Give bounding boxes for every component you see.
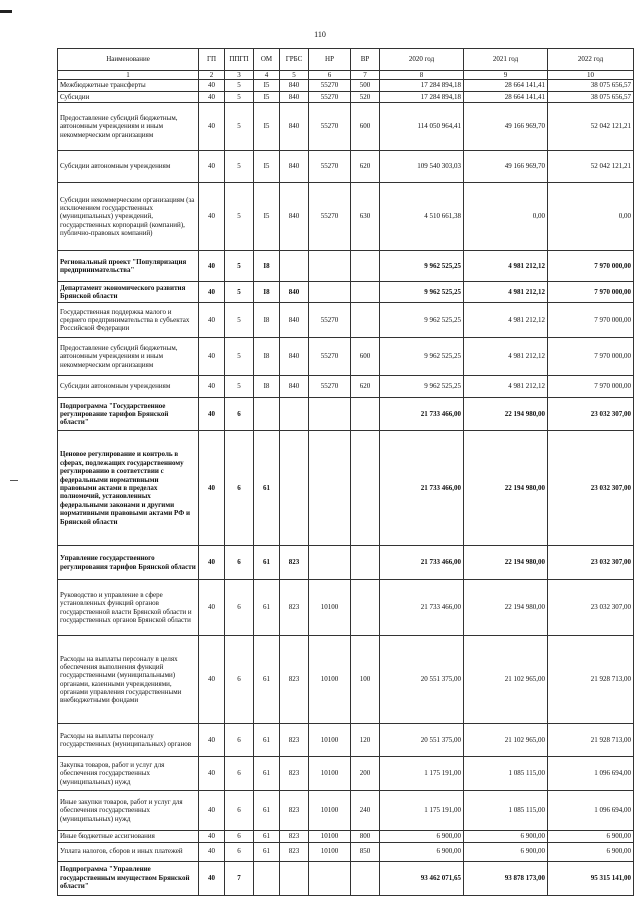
column-index-cell: 1 [58, 71, 199, 80]
amount-2022-cell: 7 970 000,00 [548, 338, 634, 376]
grbs-cell: 840 [280, 151, 309, 183]
ppgp-cell: 6 [225, 580, 254, 636]
amount-2021-cell: 6 900,00 [464, 831, 548, 842]
amount-2021-cell: 22 194 980,00 [464, 398, 548, 431]
column-index-cell: 2 [199, 71, 225, 80]
amount-2022-cell: 7 970 000,00 [548, 251, 634, 282]
column-index-cell: 8 [380, 71, 464, 80]
row-name-cell: Региональный проект "Популяризация предпринимательства" [58, 251, 199, 282]
amount-2020-cell: 20 551 375,00 [380, 636, 464, 724]
table-row [58, 842, 634, 861]
gp-cell: 40 [199, 282, 225, 303]
amount-2021-cell: 6 900,00 [464, 842, 548, 861]
amount-2021-cell: 49 166 969,70 [464, 103, 548, 151]
table-body [58, 71, 634, 896]
nr-cell [309, 282, 351, 303]
amount-2021-cell: 21 102 965,00 [464, 724, 548, 757]
table-row [58, 80, 634, 91]
om-cell: 61 [254, 724, 280, 757]
ppgp-cell: 5 [225, 251, 254, 282]
ppgp-cell: 5 [225, 151, 254, 183]
nr-cell [309, 861, 351, 895]
ppgp-cell: 5 [225, 338, 254, 376]
row-name-cell: Предоставление субсидий бюджетным, автономным учреждениям и иным некоммерческим организациям [58, 103, 199, 151]
nr-cell: 10100 [309, 636, 351, 724]
nr-cell [309, 251, 351, 282]
vr-cell [351, 303, 380, 338]
vr-cell [351, 861, 380, 895]
gp-cell: 40 [199, 431, 225, 546]
column-header: 2022 год [548, 49, 634, 71]
amount-2022-cell: 23 032 307,00 [548, 431, 634, 546]
row-name-cell: Ценовое регулирование и контроль в сферах, подлежащих государственному регулированию в соответствии с федеральными нормативными правовыми актами в пределах полномочий, установленных федеральными законами и другими нормативными правовыми актами РФ и Брянской области [58, 431, 199, 546]
ppgp-cell: 5 [225, 80, 254, 91]
grbs-cell: 840 [280, 282, 309, 303]
column-header: 2021 год [464, 49, 548, 71]
table-row [58, 636, 634, 724]
vr-cell: 850 [351, 842, 380, 861]
row-name-cell: Управление государственного регулирования тарифов Брянской области [58, 546, 199, 580]
row-name-cell: Иные закупки товаров, работ и услуг для обеспечения государственных (муниципальных) нужд [58, 791, 199, 831]
grbs-cell [280, 431, 309, 546]
vr-cell: 120 [351, 724, 380, 757]
row-name-cell: Межбюджетные трансферты [58, 80, 199, 91]
vr-cell [351, 431, 380, 546]
column-header: Наименование [58, 49, 199, 71]
vr-cell: 600 [351, 103, 380, 151]
amount-2020-cell: 6 900,00 [380, 842, 464, 861]
nr-cell [309, 546, 351, 580]
om-cell: I5 [254, 183, 280, 251]
amount-2020-cell: 21 733 466,00 [380, 398, 464, 431]
grbs-cell [280, 251, 309, 282]
gp-cell: 40 [199, 376, 225, 398]
ppgp-cell: 6 [225, 791, 254, 831]
table-row [58, 282, 634, 303]
amount-2021-cell: 4 981 212,12 [464, 338, 548, 376]
vr-cell [351, 546, 380, 580]
row-name-cell: Уплата налогов, сборов и иных платежей [58, 842, 199, 861]
table-row [58, 376, 634, 398]
amount-2021-cell: 4 981 212,12 [464, 303, 548, 338]
row-name-cell: Закупка товаров, работ и услуг для обеспечения государственных (муниципальных) нужд [58, 757, 199, 791]
vr-cell [351, 580, 380, 636]
nr-cell: 55270 [309, 303, 351, 338]
amount-2020-cell: 17 284 894,18 [380, 91, 464, 102]
gp-cell: 40 [199, 251, 225, 282]
ppgp-cell: 5 [225, 282, 254, 303]
row-name-cell: Субсидии [58, 91, 199, 102]
amount-2020-cell: 21 733 466,00 [380, 580, 464, 636]
grbs-cell [280, 398, 309, 431]
gp-cell: 40 [199, 842, 225, 861]
om-cell: I8 [254, 282, 280, 303]
amount-2022-cell: 6 900,00 [548, 831, 634, 842]
ppgp-cell: 6 [225, 724, 254, 757]
nr-cell: 10100 [309, 757, 351, 791]
amount-2022-cell: 38 075 656,57 [548, 91, 634, 102]
table-row [58, 724, 634, 757]
om-cell: 61 [254, 842, 280, 861]
grbs-cell: 823 [280, 791, 309, 831]
amount-2021-cell: 1 085 115,00 [464, 757, 548, 791]
om-cell: 61 [254, 431, 280, 546]
gp-cell: 40 [199, 338, 225, 376]
vr-cell [351, 398, 380, 431]
table-row [58, 580, 634, 636]
amount-2022-cell: 38 075 656,57 [548, 80, 634, 91]
column-index-row [58, 71, 634, 80]
amount-2021-cell: 93 878 173,00 [464, 861, 548, 895]
vr-cell: 200 [351, 757, 380, 791]
grbs-cell: 840 [280, 91, 309, 102]
amount-2020-cell: 9 962 525,25 [380, 251, 464, 282]
grbs-cell: 840 [280, 103, 309, 151]
nr-cell: 10100 [309, 842, 351, 861]
row-name-cell: Подпрограмма "Управление государственным имуществом Брянской области" [58, 861, 199, 895]
amount-2022-cell: 7 970 000,00 [548, 376, 634, 398]
amount-2020-cell: 6 900,00 [380, 831, 464, 842]
row-name-cell: Расходы на выплаты персоналу государственных (муниципальных) органов [58, 724, 199, 757]
page-number: 110 [314, 30, 326, 39]
column-index-cell: 7 [351, 71, 380, 80]
table-row [58, 861, 634, 895]
amount-2021-cell: 28 664 141,41 [464, 91, 548, 102]
vr-cell: 520 [351, 91, 380, 102]
nr-cell: 55270 [309, 80, 351, 91]
amount-2022-cell: 0,00 [548, 183, 634, 251]
amount-2022-cell: 1 096 694,00 [548, 791, 634, 831]
ppgp-cell: 6 [225, 831, 254, 842]
om-cell: 61 [254, 791, 280, 831]
om-cell: I5 [254, 91, 280, 102]
amount-2022-cell: 23 032 307,00 [548, 398, 634, 431]
row-name-cell: Иные бюджетные ассигнования [58, 831, 199, 842]
table-row [58, 431, 634, 546]
om-cell: I5 [254, 80, 280, 91]
ppgp-cell: 6 [225, 757, 254, 791]
row-name-cell: Руководство и управление в сфере установленных функций органов государственной власти Брянской области и государственных органов Брянской области [58, 580, 199, 636]
gp-cell: 40 [199, 398, 225, 431]
gp-cell: 40 [199, 103, 225, 151]
gp-cell: 40 [199, 80, 225, 91]
amount-2021-cell: 22 194 980,00 [464, 546, 548, 580]
amount-2022-cell: 23 032 307,00 [548, 546, 634, 580]
column-header: НР [309, 49, 351, 71]
vr-cell: 620 [351, 376, 380, 398]
gp-cell: 40 [199, 831, 225, 842]
ppgp-cell: 6 [225, 431, 254, 546]
amount-2021-cell: 22 194 980,00 [464, 431, 548, 546]
vr-cell: 620 [351, 151, 380, 183]
column-index-cell: 9 [464, 71, 548, 80]
nr-cell: 10100 [309, 791, 351, 831]
nr-cell: 10100 [309, 831, 351, 842]
amount-2021-cell: 49 166 969,70 [464, 151, 548, 183]
om-cell: 61 [254, 831, 280, 842]
vr-cell: 630 [351, 183, 380, 251]
grbs-cell: 823 [280, 831, 309, 842]
om-cell: I8 [254, 303, 280, 338]
amount-2021-cell: 0,00 [464, 183, 548, 251]
amount-2022-cell: 52 042 121,21 [548, 151, 634, 183]
vr-cell: 100 [351, 636, 380, 724]
grbs-cell: 823 [280, 724, 309, 757]
column-header: ГП [199, 49, 225, 71]
amount-2020-cell: 9 962 525,25 [380, 303, 464, 338]
table-row [58, 398, 634, 431]
ppgp-cell: 5 [225, 103, 254, 151]
ppgp-cell: 5 [225, 183, 254, 251]
budget-table [57, 48, 634, 896]
amount-2020-cell: 21 733 466,00 [380, 431, 464, 546]
nr-cell: 55270 [309, 103, 351, 151]
column-index-cell: 5 [280, 71, 309, 80]
amount-2022-cell: 21 928 713,00 [548, 636, 634, 724]
nr-cell [309, 398, 351, 431]
ppgp-cell: 5 [225, 91, 254, 102]
column-header: ППГП [225, 49, 254, 71]
vr-cell [351, 251, 380, 282]
amount-2021-cell: 1 085 115,00 [464, 791, 548, 831]
table-header-row [58, 49, 634, 71]
gp-cell: 40 [199, 546, 225, 580]
nr-cell: 55270 [309, 183, 351, 251]
amount-2020-cell: 17 284 894,18 [380, 80, 464, 91]
grbs-cell: 823 [280, 842, 309, 861]
grbs-cell: 823 [280, 757, 309, 791]
vr-cell: 240 [351, 791, 380, 831]
amount-2020-cell: 93 462 071,65 [380, 861, 464, 895]
ppgp-cell: 6 [225, 842, 254, 861]
table-row [58, 831, 634, 842]
table-row [58, 251, 634, 282]
table-row [58, 151, 634, 183]
ppgp-cell: 5 [225, 376, 254, 398]
row-name-cell: Субсидии некоммерческим организациям (за исключением государственных (муниципальных) учреждений, государственных корпораций (компаний), публично-правовых компаний) [58, 183, 199, 251]
amount-2022-cell: 7 970 000,00 [548, 303, 634, 338]
gp-cell: 40 [199, 636, 225, 724]
table-row [58, 91, 634, 102]
table-row [58, 303, 634, 338]
row-name-cell: Расходы на выплаты персоналу в целях обеспечения выполнения функций государственными (муниципальными) органами, казенными учреждениями, органами управления государственными внебюджетными фондами [58, 636, 199, 724]
amount-2020-cell: 114 050 964,41 [380, 103, 464, 151]
grbs-cell: 840 [280, 183, 309, 251]
amount-2021-cell: 22 194 980,00 [464, 580, 548, 636]
amount-2020-cell: 9 962 525,25 [380, 338, 464, 376]
ppgp-cell: 5 [225, 303, 254, 338]
column-header: ОМ [254, 49, 280, 71]
nr-cell: 10100 [309, 724, 351, 757]
vr-cell [351, 282, 380, 303]
om-cell [254, 861, 280, 895]
ppgp-cell: 7 [225, 861, 254, 895]
page-margin-dash [10, 480, 18, 481]
grbs-cell: 823 [280, 546, 309, 580]
nr-cell: 55270 [309, 91, 351, 102]
column-index-cell: 10 [548, 71, 634, 80]
om-cell: I5 [254, 151, 280, 183]
om-cell: 61 [254, 546, 280, 580]
grbs-cell: 823 [280, 636, 309, 724]
grbs-cell: 840 [280, 376, 309, 398]
grbs-cell: 840 [280, 338, 309, 376]
amount-2020-cell: 9 962 525,25 [380, 282, 464, 303]
table-row [58, 757, 634, 791]
gp-cell: 40 [199, 91, 225, 102]
vr-cell: 600 [351, 338, 380, 376]
column-header: ГРБС [280, 49, 309, 71]
grbs-cell [280, 861, 309, 895]
nr-cell: 55270 [309, 151, 351, 183]
grbs-cell: 840 [280, 303, 309, 338]
row-name-cell: Субсидии автономным учреждениям [58, 376, 199, 398]
om-cell: I8 [254, 251, 280, 282]
gp-cell: 40 [199, 724, 225, 757]
row-name-cell: Подпрограмма "Государственное регулирование тарифов Брянской области" [58, 398, 199, 431]
table-row [58, 791, 634, 831]
om-cell: I5 [254, 103, 280, 151]
amount-2020-cell: 20 551 375,00 [380, 724, 464, 757]
grbs-cell: 840 [280, 80, 309, 91]
amount-2022-cell: 6 900,00 [548, 842, 634, 861]
om-cell: I8 [254, 376, 280, 398]
gp-cell: 40 [199, 791, 225, 831]
nr-cell: 10100 [309, 580, 351, 636]
vr-cell: 500 [351, 80, 380, 91]
table-row [58, 183, 634, 251]
om-cell: 61 [254, 757, 280, 791]
amount-2020-cell: 4 510 661,38 [380, 183, 464, 251]
nr-cell: 55270 [309, 376, 351, 398]
ppgp-cell: 6 [225, 546, 254, 580]
column-index-cell: 3 [225, 71, 254, 80]
amount-2021-cell: 28 664 141,41 [464, 80, 548, 91]
amount-2021-cell: 4 981 212,12 [464, 376, 548, 398]
om-cell: I8 [254, 338, 280, 376]
row-name-cell: Предоставление субсидий бюджетным, автономным учреждениям и иным некоммерческим организациям [58, 338, 199, 376]
amount-2022-cell: 23 032 307,00 [548, 580, 634, 636]
amount-2021-cell: 4 981 212,12 [464, 282, 548, 303]
gp-cell: 40 [199, 580, 225, 636]
amount-2022-cell: 52 042 121,21 [548, 103, 634, 151]
om-cell: 61 [254, 636, 280, 724]
table-row [58, 546, 634, 580]
gp-cell: 40 [199, 757, 225, 791]
amount-2022-cell: 1 096 694,00 [548, 757, 634, 791]
gp-cell: 40 [199, 183, 225, 251]
column-index-cell: 4 [254, 71, 280, 80]
amount-2020-cell: 21 733 466,00 [380, 546, 464, 580]
gp-cell: 40 [199, 151, 225, 183]
row-name-cell: Департамент экономического развития Брянской области [58, 282, 199, 303]
page-edge-mark [0, 10, 12, 13]
nr-cell: 55270 [309, 338, 351, 376]
amount-2020-cell: 109 540 303,03 [380, 151, 464, 183]
amount-2021-cell: 4 981 212,12 [464, 251, 548, 282]
amount-2020-cell: 9 962 525,25 [380, 376, 464, 398]
amount-2020-cell: 1 175 191,00 [380, 757, 464, 791]
row-name-cell: Субсидии автономным учреждениям [58, 151, 199, 183]
om-cell: 61 [254, 580, 280, 636]
amount-2022-cell: 21 928 713,00 [548, 724, 634, 757]
table-row [58, 338, 634, 376]
amount-2022-cell: 7 970 000,00 [548, 282, 634, 303]
row-name-cell: Государственная поддержка малого и среднего предпринимательства в субъектах Российской Федерации [58, 303, 199, 338]
amount-2022-cell: 95 315 141,00 [548, 861, 634, 895]
ppgp-cell: 6 [225, 398, 254, 431]
gp-cell: 40 [199, 861, 225, 895]
table-row [58, 103, 634, 151]
amount-2020-cell: 1 175 191,00 [380, 791, 464, 831]
nr-cell [309, 431, 351, 546]
vr-cell: 800 [351, 831, 380, 842]
column-index-cell: 6 [309, 71, 351, 80]
grbs-cell: 823 [280, 580, 309, 636]
ppgp-cell: 6 [225, 636, 254, 724]
column-header: 2020 год [380, 49, 464, 71]
gp-cell: 40 [199, 303, 225, 338]
column-header: ВР [351, 49, 380, 71]
om-cell [254, 398, 280, 431]
amount-2021-cell: 21 102 965,00 [464, 636, 548, 724]
